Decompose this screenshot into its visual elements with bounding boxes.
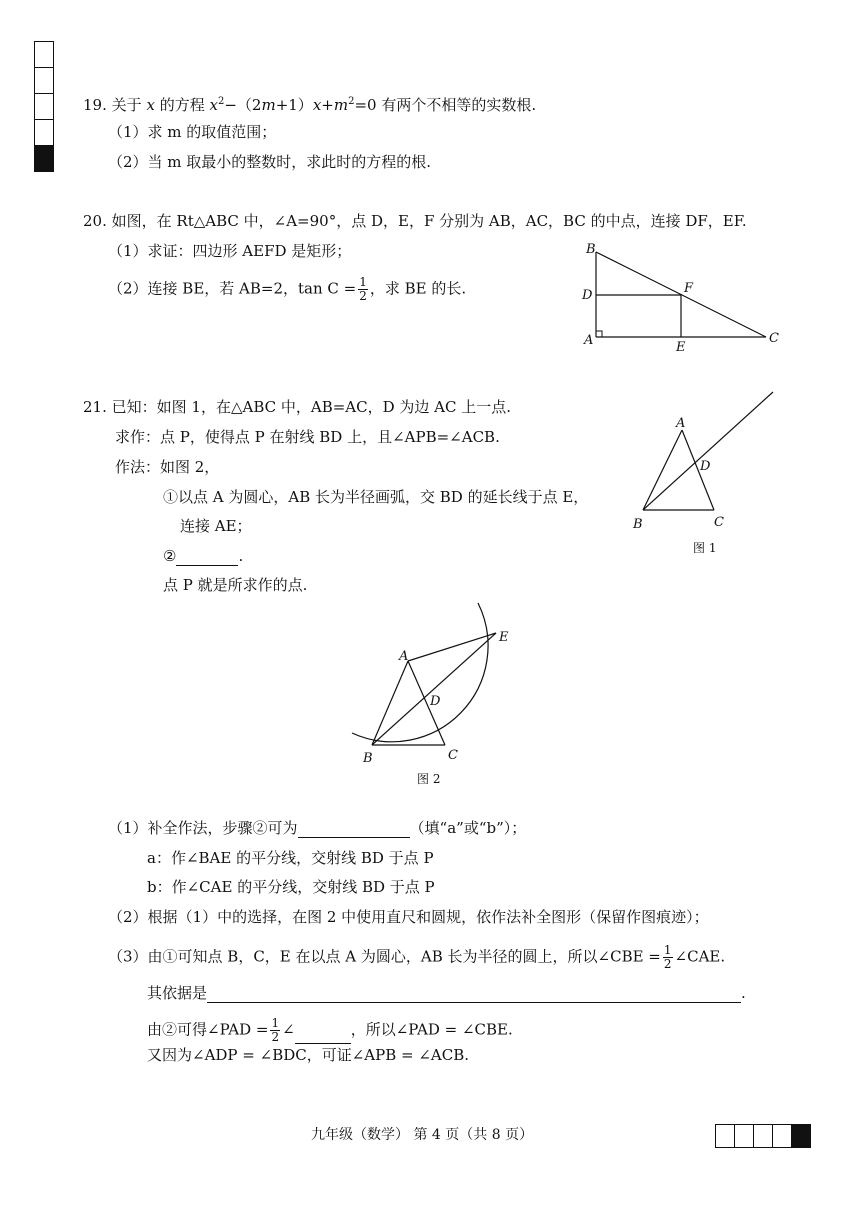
q21-sub3-basis: 其依据是 . [147, 984, 746, 1002]
fig1-label-b: B [633, 517, 643, 532]
fig2-label-e: E [499, 630, 509, 645]
q19-stem: 19. 关于 x 的方程 $x^2-(2m+1)x+m^2=0$ 有两个不相等的实数根. [83, 96, 537, 114]
basis-blank[interactable] [207, 986, 741, 1003]
q21-conclusion: 点 P 就是所求作的点. [163, 576, 308, 594]
angle-blank[interactable] [295, 1027, 351, 1044]
registration-marks-bottom [716, 1124, 811, 1148]
q21-step2: ② . [163, 547, 244, 565]
fig2-side-ab [372, 661, 408, 745]
q20-label-f: F [684, 281, 694, 296]
fig2-label-c: C [448, 748, 458, 763]
q21-required: 求作：点 P，使得点 P 在射线 BD 上，且∠APB=∠ACB. [115, 428, 500, 446]
q21-option-a: a：作∠BAE 的平分线，交射线 BD 于点 P [147, 849, 434, 867]
q21-given: 21. 已知：如图 1，在△ABC 中，AB=AC，D 为边 AC 上一点. [83, 398, 512, 416]
q20-part1: （1）求证：四边形 AEFD 是矩形； [108, 242, 352, 260]
fig2-segment-ae [408, 633, 496, 661]
fig2-label-b: B [363, 751, 373, 766]
fig2-label-d: D [430, 694, 441, 709]
fig2-label-a: A [399, 649, 409, 664]
fraction-half: $\frac{1}{2}$ [359, 275, 367, 303]
q20-label-d: D [582, 288, 593, 303]
q20-part2: （2）连接 BE，若 AB=2，tan C = $\frac{1}{2}$ ，求 BE 的长. [108, 275, 467, 303]
sub1-answer-blank[interactable] [298, 821, 410, 838]
q20-label-e: E [676, 340, 686, 355]
q21-step1: ①以点 A 为圆心，AB 长为半径画弧，交 BD 的延长线于点 E， [163, 488, 589, 506]
fig1-label-a: A [676, 416, 686, 431]
q20-label-b: B [586, 242, 596, 257]
q20-label-a: A [584, 333, 594, 348]
q21-method: 作法：如图 2， [115, 458, 220, 476]
fraction-half: $\frac{1}{2}$ [663, 943, 672, 971]
q19-part1: （1）求 m 的取值范围； [108, 123, 277, 141]
q21-option-b: b：作∠CAE 的平分线，交射线 BD 于点 P [147, 878, 435, 896]
fig1-label-d: D [700, 459, 711, 474]
q19-part2: （2）当 m 取最小的整数时，求此时的方程的根. [108, 153, 432, 171]
page-footer: 九年级（数学） 第 4 页（共 8 页） [311, 1127, 534, 1143]
q20-stem: 20. 如图，在 Rt△ABC 中，∠A=90°，点 D，E，F 分别为 AB，AC，BC 的中点，连接 DF，EF. [83, 212, 747, 230]
q21-sub1: （1）补全作法，步骤②可为 （填“a”或“b”）； [108, 819, 527, 837]
fig1-caption: 图 1 [693, 541, 717, 555]
q20-label-c: C [769, 331, 779, 346]
q21-sub3: （3）由①可知点 B，C，E 在以点 A 为圆心，AB 长为半径的圆上，所以∠CBE = $\frac{1}{2}$ ∠CAE. [108, 943, 726, 971]
q21-step1-cont: 连接 AE； [180, 517, 252, 535]
q21-sub3-line2: 由②可得∠PAD = $\frac{1}{2}$ ∠ ，所以∠PAD = ∠CBE. [147, 1016, 513, 1044]
q21-sub3-line3: 又因为∠ADP = ∠BDC，可证∠APB = ∠ACB. [147, 1046, 470, 1064]
q21-sub2: （2）根据（1）中的选择，在图 2 中使用直尺和圆规，依作法补全图形（保留作图痕迹）； [108, 908, 709, 926]
fig2-arc [352, 603, 488, 742]
fraction-half: $\frac{1}{2}$ [271, 1016, 280, 1044]
fig1-label-c: C [714, 515, 724, 530]
fig2-caption: 图 2 [417, 772, 441, 786]
